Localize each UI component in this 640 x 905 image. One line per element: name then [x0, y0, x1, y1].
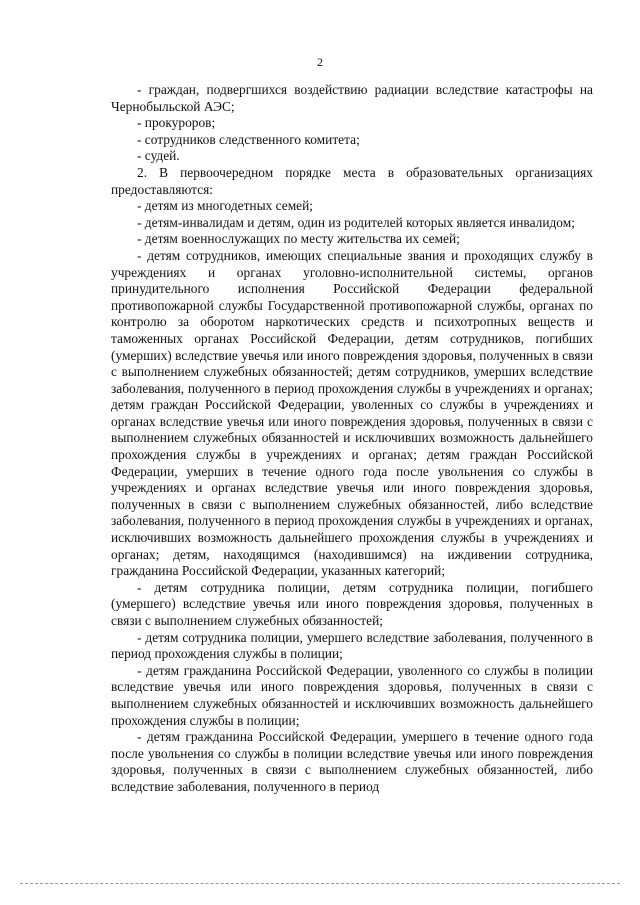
paragraph: - детям сотрудников, имеющих специальные звания и проходящих службу в учреждениях и органах уголовно-исполнительной системы, органов принудительного исполнения Российской Федерации федеральной противопожарной службы Государственной противопожарной службы, органах по контролю за оборотом наркотических средств и психотропных веществ и таможенных органах Российской Федерации, детям сотрудников, погибших (умерших) вследствие увечья или иного повреждения здоровья, полученных в связи с выполнением служебных обязанностей; детям сотрудников, умерших вследствие заболевания, полученного в период прохождения службы в учреждениях и органах; детям граждан Российской Федерации, уволенных со службы в учреждениях и органах вследствие увечья или иного повреждения здоровья, полученных в связи с выполнением служебных обязанностей и исключивших возможность дальнейшего прохождения службы в учреждениях и органах; детям граждан Российской Федерации, умерших в течение одного года после увольнения со службы в учреждениях и органах вследствие увечья или иного повреждения здоровья, полученных в связи с выполнением служебных обязанностей, либо вследствие заболевания, полученного в период прохождения службы в учреждениях и органах, исключивших возможность дальнейшего прохождения службы в учреждениях и органах; детям, находящимся (находившимся) на иждивении сотрудника, гражданина Российской Федерации, указанных категорий;: [111, 247, 593, 579]
page-bottom-divider: [20, 883, 620, 884]
page-number: 2: [317, 55, 323, 69]
paragraph: - детям гражданина Российской Федерации, уволенного со службы в полиции вследствие увечья или иного повреждения здоровья, полученных в связи с выполнением служебных обязанностей и исключивших возможность дальнейшего прохождения службы в полиции;: [111, 662, 593, 728]
paragraph: - граждан, подвергшихся воздействию радиации вследствие катастрофы на Чернобыльской АЭС;: [111, 82, 593, 114]
paragraph: - сотрудников следственного комитета;: [137, 131, 360, 147]
document-body: [111, 82, 593, 796]
paragraph: - детям военнослужащих по месту жительства их семей;: [137, 231, 460, 247]
paragraph: - судей.: [137, 148, 180, 164]
paragraph: - детям гражданина Российской Федерации, умершего в течение одного года после увольнения со службы в полиции вследствие увечья или иного повреждения здоровья, полученных в связи с выполнением служебных обязанностей, либо вследствие заболевания, полученного в период: [111, 729, 593, 794]
paragraph: - детям-инвалидам и детям, один из родителей которых является инвалидом;: [137, 214, 575, 230]
paragraph: 2. В первоочередном порядке места в образовательных организациях предоставляются:: [111, 164, 593, 197]
paragraph: - детям сотрудника полиции, детям сотрудника полиции, погибшего (умершего) вследствие увечья или иного повреждения здоровья, полученных в связи с выполнением служебных обязанностей;: [111, 579, 593, 628]
paragraph: - детям из многодетных семей;: [137, 198, 313, 214]
paragraph: - прокуроров;: [137, 115, 216, 131]
paragraph: - детям сотрудника полиции, умершего вследствие заболевания, полученного в период прохождения службы в полиции;: [111, 629, 593, 662]
